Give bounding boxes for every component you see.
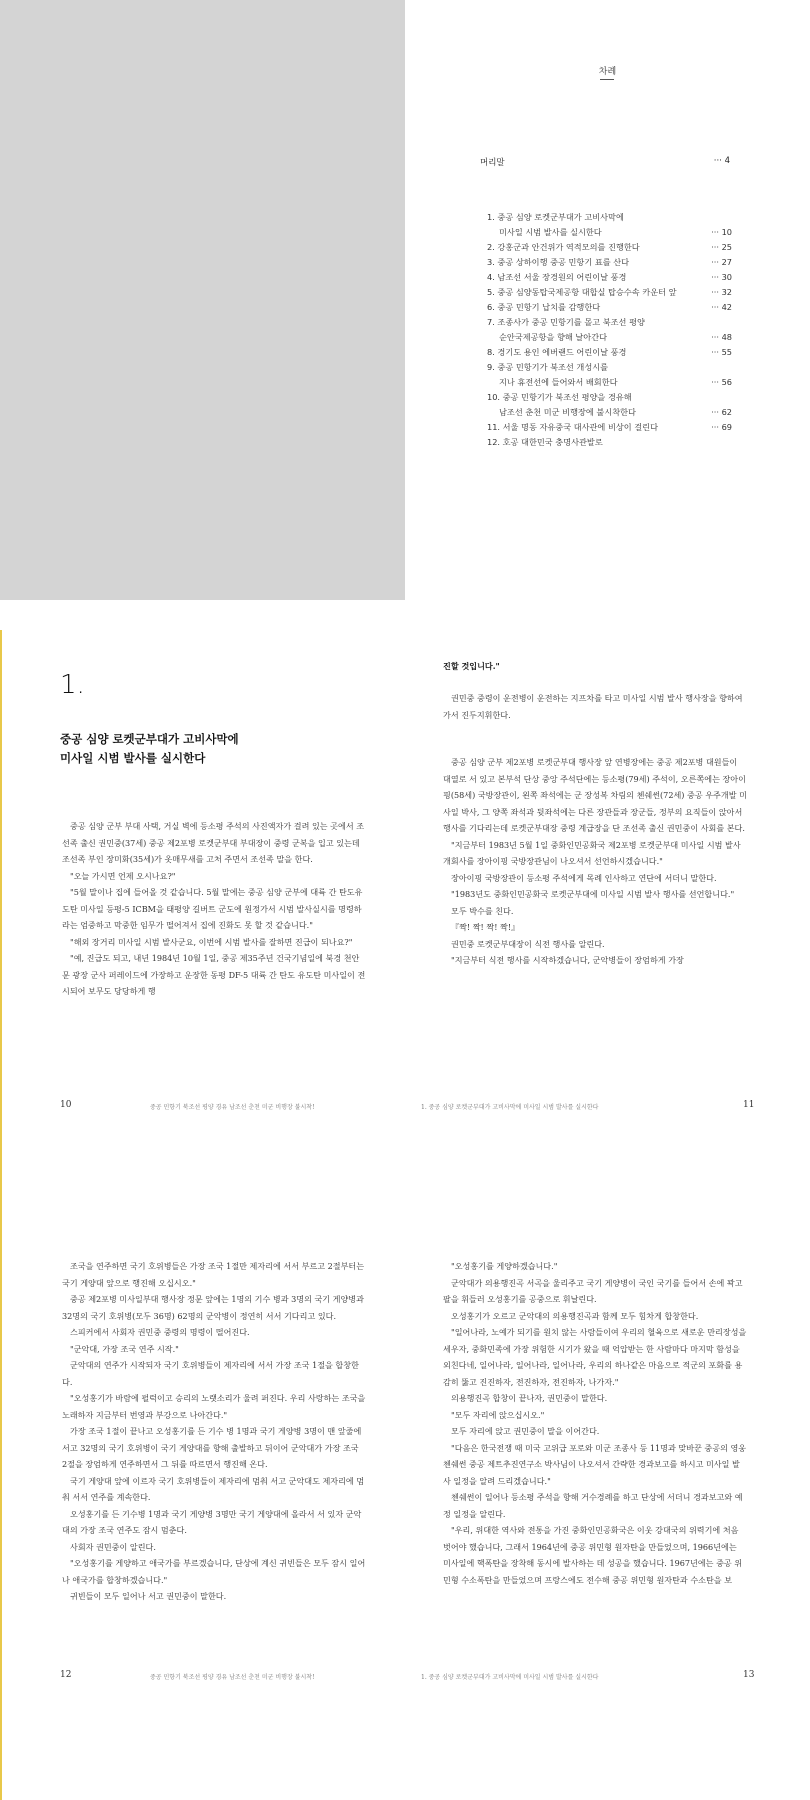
toc-entry-page: ··· 56 (711, 377, 732, 387)
toc-entry-title: 5. 중공 심양동탑국제공항 대합실 탑승수속 카운터 앞 (487, 287, 677, 297)
toc-entry-title: 3. 중공 상하이행 중공 민항기 표를 산다 (487, 257, 630, 267)
toc-entry[interactable] (487, 285, 732, 300)
toc-preface[interactable] (480, 156, 730, 170)
toc-entry-title: 미사일 시범 발사를 실시한다 (499, 227, 602, 237)
folio-number: 12 (60, 1670, 72, 1680)
toc-entry[interactable] (487, 225, 732, 240)
paragraph: "해외 장거리 미사일 시범 발사군요, 이번에 시범 발사를 잘하면 진급이 되나요?" (70, 936, 353, 947)
chapter-number: 1. (60, 670, 85, 700)
toc-entry-page: ··· 10 (711, 227, 732, 237)
spread-12-13 (0, 1200, 810, 1800)
paragraph: 중공 제2포병 미사일부대 행사장 정문 앞에는 1명의 기수 병과 3명의 국기 게양병과 32명의 국기 호위병(모두 36명) 62명의 군악병이 정연히 서서 기다리고 있다. (62, 1294, 364, 1321)
toc-entry-title: 지나 휴전선에 들어와서 배회한다 (499, 377, 618, 387)
paragraph: 첸쉐썬이 일어나 등소평 주석을 향해 거수경례를 하고 단상에 서더니 경과보고와 예정 일정을 알린다. (443, 1492, 743, 1519)
paragraph: "오성홍기가 바람에 펄럭이고 승리의 노랫소리가 울려 퍼진다. 우리 사랑하는 조국을 노래하자 지금부터 번영과 부강으로 나아간다." (62, 1393, 366, 1420)
toc-entry[interactable] (487, 255, 732, 270)
paragraph: "모두 자리에 앉으십시오." (451, 1409, 545, 1420)
running-head: 1. 중공 심양 로켓군부대가 고비사막에 미사일 시범 발사를 실시한다 (421, 1104, 599, 1111)
paragraph: 군악대가 의용행진곡 서곡을 울리주고 국기 게양병이 국인 국기를 들어서 손에 꽉고 팔을 휘들러 오성홍기를 공중으로 휘날린다. (443, 1277, 743, 1304)
toc-entry-title: 2. 강홍군과 안건위가 역적모의를 진행한다 (487, 242, 640, 252)
blank-gray-page (0, 0, 405, 600)
paragraph: 가장 조국 1절이 끝나고 오성홍기를 든 기수 병 1명과 국기 게양병 3명이 맨 앞줄에 서고 32명의 국기 호위병이 국기 게양대를 향해 출발하고 뒤이어 군악대가 가장 조국 2절을 장엄하게 연주하면서 그 뒤를 따르면서 행진해 온다. (62, 1426, 362, 1469)
toc-entry[interactable] (487, 315, 732, 330)
page-13 (405, 1200, 810, 1800)
folio-number: 11 (743, 1100, 755, 1110)
running-head: 중공 민항기 북조선 평양 경유 남조선 춘천 미군 비행장 불시착! (150, 1674, 315, 1681)
toc-entry-title: 11. 서울 명동 자유중국 대사관에 비상이 걸린다 (487, 422, 659, 432)
paragraph: 사회자 권민중이 알린다. (70, 1541, 156, 1552)
paragraph: 오성홍기가 오르고 군악대의 의용행진곡과 함께 모두 힘차게 합창한다. (451, 1310, 699, 1321)
folio-number: 13 (743, 1670, 755, 1680)
paragraph: "오성홍기를 게양하고 애국가를 부르겠습니다, 단상에 계신 귀빈들은 모두 잠시 일어나 애국가를 합창하겠습니다." (62, 1558, 366, 1585)
toc-preface-label: 머리말 (480, 158, 505, 168)
toc-entry-page: ··· 69 (711, 422, 732, 432)
toc-entry[interactable] (487, 270, 732, 285)
paragraph: 귀빈들이 모두 일어나 서고 권민중이 말한다. (70, 1591, 227, 1601)
paragraph: "5월 말이나 집에 들어올 것 같습니다. 5월 말에는 중공 심양 군부에 대륙 간 탄도유도탄 미사일 등평-5 ICBM을 태평양 길버트 군도에 원정가서 시범 발사실시를 명령하라는 엄중하고 막중한 임무가 떨어져서 집에 진화도 못 할 것 같습니다." (62, 887, 363, 930)
paragraph: 의용행진곡 합창이 끝나자, 권민중이 말한다. (451, 1393, 608, 1403)
toc-entry-page: ··· 27 (711, 257, 732, 267)
toc-entry-title: 4. 남조선 서울 장경원의 어린이날 풍경 (487, 272, 627, 282)
toc-entry-title: 순안국제공항을 향해 날아간다 (499, 332, 608, 342)
paragraph: 국기 게양대 앞에 이르자 국기 호위병들이 제자리에 멈춰 서고 군악대도 제자리에 멈춰 서서 연주를 계속한다. (62, 1475, 365, 1502)
chapter-title-line: 미사일 시범 발사를 실시한다 (60, 751, 206, 765)
body-text (443, 690, 747, 723)
paragraph: "1983년도 중화인민공화국 로켓군부대에 미사일 시범 발사 행사를 선언합니다." (451, 889, 735, 899)
folio-number: 10 (60, 1100, 72, 1110)
toc-entry-title: 6. 중공 민항기 납치를 감행한다 (487, 302, 601, 312)
body-lead (443, 658, 747, 675)
toc-entry[interactable] (487, 420, 732, 435)
paragraph: "지금부터 식전 행사를 시작하겠습니다, 군악병들이 장엄하게 가장 (451, 955, 684, 965)
paragraph: 중공 심양 군부 제2포병 로켓군부대 행사장 앞 연병장에는 중공 제2포병 대원들이 대열로 서 있고 본부석 단상 중앙 주석단에는 등소평(79세) 주석이, 오른쪽에는 장아이핑(58세) 국방장관이, 왼쪽 좌석에는 군 장성복 차림의 첸쉐썬(72세) 중공 우주개발 미사일 박사, 그 양쪽 좌석과 뒷좌석에는 다른 장관들과 장군들, 정부의 요직들이 앉아서 행사를 기다리는데 로켓군부대장 중령 계급장을 단 조선족 출신 권민중이 사회를 본다. (443, 757, 747, 833)
toc-entry[interactable] (487, 390, 732, 405)
toc-entry[interactable] (487, 360, 732, 375)
toc-list (487, 210, 732, 450)
toc-entry-title: 10. 중공 민항기가 북조선 평양을 경유해 (487, 392, 632, 402)
running-head: 1. 중공 심양 로켓군부대가 고비사막에 미사일 시범 발사를 실시한다 (421, 1674, 599, 1681)
toc-entry[interactable] (487, 330, 732, 345)
toc-entry-page: ··· 42 (711, 302, 732, 312)
paragraph: 중공 심양 군부 부대 사택, 거실 벽에 등소평 주석의 사진액자가 걸려 있는 곳에서 조선족 출신 권민중(37세) 중공 제2포병 로켓군부대 부대장이 중령 군복을 입고 있는데 조선족 부인 장미화(35세)가 옷매무새를 고처 주면서 조선족 말을 한다. (62, 821, 365, 864)
body-text (62, 1258, 366, 1605)
paragraph: 권민중 로켓군부대장이 식전 행사를 알린다. (451, 938, 605, 949)
body-text (62, 818, 366, 1000)
toc-entry-page: ··· 25 (711, 242, 732, 252)
toc-entry[interactable] (487, 405, 732, 420)
paragraph: "군악대, 가장 조국 연주 시작." (70, 1343, 179, 1354)
toc-page (405, 0, 810, 600)
chapter-title-line: 중공 심양 로켓군부대가 고비사막에 (60, 732, 239, 746)
paragraph: 장아이핑 국방장관이 등소평 주석에게 목례 인사하고 연단에 서더니 말한다. (451, 872, 717, 883)
toc-title: 차례 (598, 67, 617, 77)
spread-10-11 (0, 630, 810, 1230)
toc-entry[interactable] (487, 375, 732, 390)
paragraph: "지금부터 1983년 5월 1일 중화인민공화국 제2포병 로켓군부대 미사일 시범 발사 개회사를 장아이핑 국방장관님이 나오셔서 선언하시겠습니다." (443, 839, 741, 866)
paragraph: 군악대의 연주가 시작되자 국기 호위병들이 제자리에 서서 가장 조국 1절을 합창한다. (62, 1360, 359, 1387)
paragraph: "오성홍기를 게양하겠습니다." (451, 1261, 558, 1271)
toc-entry-title: 9. 중공 민항기가 북조선 개성시를 (487, 362, 609, 372)
page-12 (0, 1200, 405, 1800)
toc-entry-page: ··· 55 (711, 347, 732, 357)
paragraph: "일어나라, 노예가 되기를 원치 않는 사람들이여 우리의 혈육으로 새로운 만리장성을 세우자, 중화민족에 가장 위험한 시기가 왔을 때 억압받는 한 사람마다 마지막 함성을 외친다네, 일어나라, 일어나라, 일어나라, 우리의 하나같은 마음으로 적군의 포화를 용감히 뚫고 진진하자, 전진하자, 전진하자, 나가자." (443, 1327, 747, 1387)
toc-entry[interactable] (487, 210, 732, 225)
page-11 (405, 630, 810, 1230)
running-head: 중공 민항기 북조선 평양 경유 남조선 춘천 미군 비행장 불시착! (150, 1104, 315, 1111)
paragraph: 모두 자리에 앉고 권민중이 말을 이어간다. (451, 1426, 600, 1436)
paragraph: "다음은 한국전쟁 때 미국 고위급 포로와 미군 조종사 등 11명과 맞바꾼 중공의 영웅 첸쉐썬 중공 제트추진연구소 박사님이 나오셔서 간략한 경과보고를 하시고 미사일 발사 일정을 알려 드리겠습니다." (443, 1442, 747, 1486)
paragraph: 모두 박수를 친다. (451, 905, 514, 916)
toc-preface-page: ··· 4 (713, 156, 730, 166)
toc-entry[interactable] (487, 435, 732, 450)
toc-entry-page: ··· 30 (711, 272, 732, 282)
toc-entry-page: ··· 62 (711, 407, 732, 417)
toc-entry[interactable] (487, 345, 732, 360)
paragraph: "오늘 가시면 언제 오시나요?" (70, 870, 176, 881)
toc-title-underline (600, 79, 614, 80)
toc-entry-page: ··· 32 (711, 287, 732, 297)
toc-entry-page: ··· 48 (711, 332, 732, 342)
paragraph: 조국을 연주하면 국기 호위병들은 가장 조국 1절만 제자리에 서서 부르고 2절부터는 국기 게양대 앞으로 행진해 오십시오." (62, 1261, 365, 1288)
lead-line: 진할 것입니다." (443, 661, 500, 671)
spread-toc (0, 0, 810, 600)
paragraph: "예, 진급도 되고, 내년 1984년 10월 1일, 중공 제35주년 건국기념일에 북경 천안문 광장 군사 퍼레이드에 가장하고 운장한 동평 DF-5 대륙 간 탄도 유도탄 미사일이 전시되어 보무도 당당하게 행 (62, 953, 366, 996)
toc-entry-title: 8. 경기도 용인 에버랜드 어린이날 풍경 (487, 347, 627, 357)
chapter-title (60, 730, 239, 768)
toc-entry[interactable] (487, 300, 732, 315)
toc-entry[interactable] (487, 240, 732, 255)
toc-entry-title: 12. 호공 대한민국 충명사관발로 (487, 437, 603, 447)
toc-entry-title: 7. 조종사가 중공 민항기를 몰고 북조선 평양 (487, 317, 645, 327)
page-10 (0, 630, 405, 1230)
toc-entry-title: 1. 중공 심양 로켓군부대가 고비사막에 (487, 212, 624, 222)
body-text (443, 754, 747, 969)
paragraph: 권민중 중령이 운전병이 운전하는 지프차를 타고 미사일 시범 발사 행사장을 향하여 가서 진두지휘한다. (443, 693, 743, 720)
body-text (443, 1258, 747, 1588)
paragraph: 『짝! 짝! 짝! 짝!』 (451, 922, 520, 932)
paragraph: 오성홍기를 든 기수병 1명과 국기 게양병 3명만 국기 게양대에 올라서 서 있자 군악대의 가장 조국 연주도 잠시 멈춘다. (62, 1508, 362, 1535)
toc-entry-title: 남조선 춘천 미군 비행장에 불시착한다 (499, 407, 636, 417)
paragraph: "우리, 위대한 역사와 전통을 가진 중화인민공화국은 이웃 강대국의 위력기에 처음 벗어야 했습니다, 그래서 1964년에 중공 위민형 원자탄을 만들었으며, 1966년에는 미사일에 핵폭탄을 장착해 동시에 발사하는 데 성공을 했습니다. 1967년에는 중공 위민형 수소폭탄을 만들었으며 프랑스에도 전수해 중공 위민형 원자탄과 수소탄을 보 (443, 1525, 743, 1585)
paragraph: 스피커에서 사회자 권민중 중령의 명령이 떨어진다. (70, 1327, 250, 1337)
